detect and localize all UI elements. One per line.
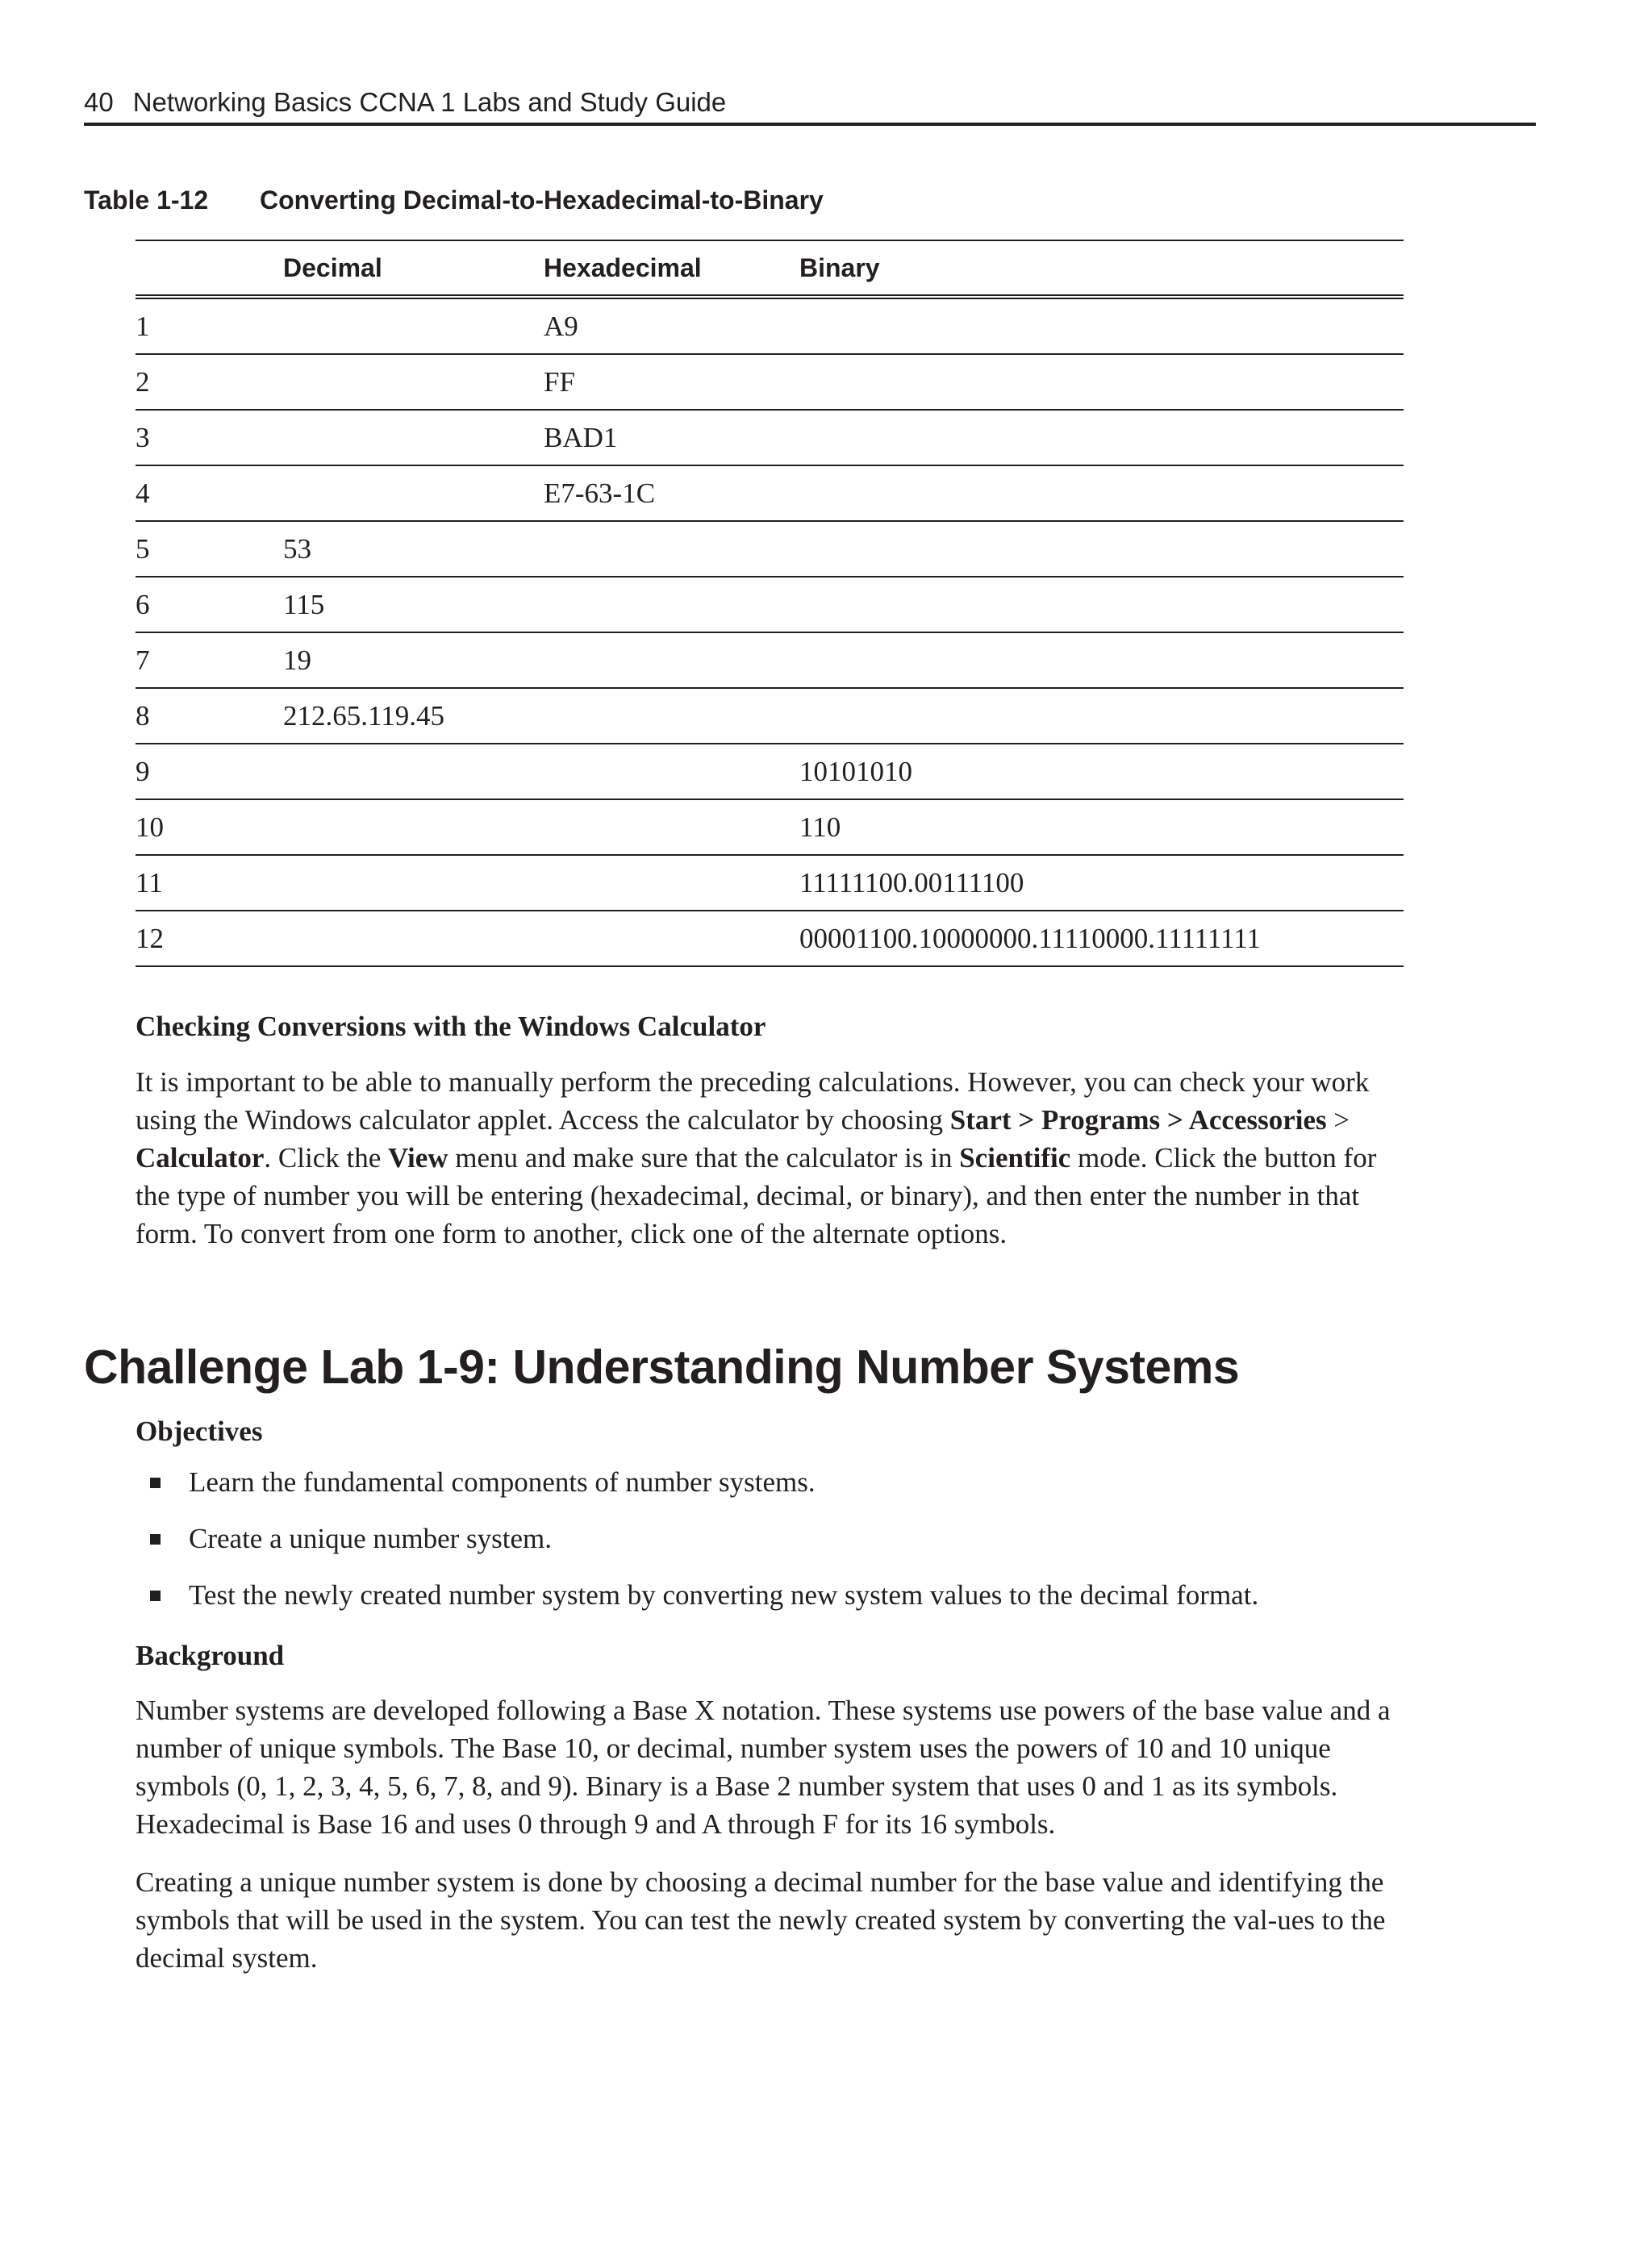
cell-binary	[799, 297, 1404, 354]
checking-paragraph: It is important to be able to manually perform the preceding calculations. However, you can check your work using the Windows calculator applet. Access the calculator by choosing Start > Programs > Accessories > Calculator. Click the View menu and make sure that the calculator is in Scientific mode. Click the button for the type of number you will be entering (hexadecimal, decimal, or binary), and then enter the number in that form. To convert from one form to another, click one of the alternate options.	[136, 1066, 1377, 1249]
cell-hexadecimal	[544, 521, 799, 577]
cell-row-number: 6	[136, 577, 283, 632]
calculator-label: Calculator	[136, 1142, 265, 1174]
view-menu-label: View	[388, 1142, 448, 1174]
list-item: Create a unique number system.	[136, 1520, 1410, 1577]
cell-binary	[799, 410, 1404, 465]
cell-decimal	[283, 911, 544, 966]
book-title: Networking Basics CCNA 1 Labs and Study Guide	[132, 87, 727, 117]
square-bullet-icon	[150, 1591, 161, 1601]
cell-row-number: 1	[136, 297, 283, 354]
cell-binary: 110	[799, 799, 1404, 855]
cell-decimal	[283, 465, 544, 521]
cell-decimal: 115	[283, 577, 544, 632]
cell-row-number: 2	[136, 354, 283, 410]
cell-decimal	[283, 297, 544, 354]
table-header-row	[136, 240, 1404, 297]
cell-hexadecimal	[544, 799, 799, 855]
cell-hexadecimal: A9	[544, 297, 799, 354]
cell-row-number: 7	[136, 632, 283, 688]
cell-binary: 10101010	[799, 744, 1404, 799]
table-title: Converting Decimal-to-Hexadecimal-to-Binary	[260, 186, 824, 215]
cell-binary	[799, 688, 1404, 744]
page-number: 40	[84, 87, 114, 117]
cell-hexadecimal	[544, 744, 799, 799]
cell-hexadecimal	[544, 855, 799, 911]
checking-heading: Checking Conversions with the Windows Calculator	[136, 1011, 766, 1042]
table-row	[136, 855, 1404, 911]
table-row	[136, 297, 1404, 354]
cell-hexadecimal	[544, 632, 799, 688]
objectives-heading: Objectives	[136, 1416, 263, 1447]
column-header-hexadecimal: Hexadecimal	[544, 240, 799, 297]
cell-decimal	[283, 744, 544, 799]
table-row	[136, 410, 1404, 465]
column-header-decimal: Decimal	[283, 240, 544, 297]
table-caption	[84, 182, 824, 218]
cell-row-number: 12	[136, 911, 283, 966]
cell-decimal	[283, 799, 544, 855]
running-header	[84, 84, 1536, 121]
lab-title: Challenge Lab 1-9: Understanding Number Systems	[84, 1341, 1240, 1394]
cell-hexadecimal	[544, 688, 799, 744]
cell-decimal	[283, 855, 544, 911]
background-heading: Background	[136, 1640, 285, 1671]
header-rule	[84, 123, 1536, 126]
table-row	[136, 632, 1404, 688]
cell-row-number: 4	[136, 465, 283, 521]
cell-decimal: 53	[283, 521, 544, 577]
cell-binary: 00001100.10000000.11110000.11111111	[799, 911, 1404, 966]
cell-hexadecimal: E7-63-1C	[544, 465, 799, 521]
table-row	[136, 799, 1404, 855]
table-row	[136, 744, 1404, 799]
start-menu-path: Start > Programs > Accessories	[949, 1104, 1327, 1136]
square-bullet-icon	[150, 1478, 161, 1488]
cell-decimal: 19	[283, 632, 544, 688]
cell-row-number: 8	[136, 688, 283, 744]
background-paragraph-1: Number systems are developed following a Base X notation. These systems use powers of the base value and a number of unique symbols. The Base 10, or decimal, number system uses the powers of 10 and 10 unique symbols (0, 1, 2, 3, 4, 5, 6, 7, 8, and 9). Binary is a Base 2 number system that uses 0 and 1 as its symbols. Hexadecimal is Base 16 and uses 0 through 9 and A through F for its 16 symbols.	[136, 1695, 1391, 1840]
table-row	[136, 577, 1404, 632]
square-bullet-icon	[150, 1534, 161, 1545]
scientific-mode-label: Scientific	[959, 1142, 1071, 1174]
list-item: Test the newly created number system by converting new system values to the decimal format.	[136, 1577, 1410, 1633]
objectives-list	[136, 1464, 1410, 1633]
conversion-table	[136, 240, 1404, 967]
background-paragraph-2: Creating a unique number system is done by choosing a decimal number for the base value and identifying the symbols that will be used in the system. You can test the newly created system by converting the val-ues to the decimal system.	[136, 1866, 1386, 1974]
cell-binary: 11111100.00111100	[799, 855, 1404, 911]
table-row	[136, 465, 1404, 521]
cell-row-number: 5	[136, 521, 283, 577]
table-row	[136, 521, 1404, 577]
column-header-binary: Binary	[799, 240, 1404, 297]
cell-hexadecimal	[544, 577, 799, 632]
cell-binary	[799, 354, 1404, 410]
cell-binary	[799, 577, 1404, 632]
cell-hexadecimal: FF	[544, 354, 799, 410]
cell-row-number: 10	[136, 799, 283, 855]
table-number: Table 1-12	[84, 186, 209, 215]
cell-row-number: 3	[136, 410, 283, 465]
cell-row-number: 11	[136, 855, 283, 911]
cell-decimal	[283, 410, 544, 465]
table-row	[136, 911, 1404, 966]
cell-decimal	[283, 354, 544, 410]
cell-hexadecimal	[544, 911, 799, 966]
column-header-row-number	[136, 240, 283, 297]
list-item: Learn the fundamental components of number systems.	[136, 1464, 1410, 1520]
table-row	[136, 354, 1404, 410]
cell-hexadecimal: BAD1	[544, 410, 799, 465]
cell-row-number: 9	[136, 744, 283, 799]
cell-binary	[799, 521, 1404, 577]
table-row	[136, 688, 1404, 744]
cell-decimal: 212.65.119.45	[283, 688, 544, 744]
cell-binary	[799, 632, 1404, 688]
cell-binary	[799, 465, 1404, 521]
